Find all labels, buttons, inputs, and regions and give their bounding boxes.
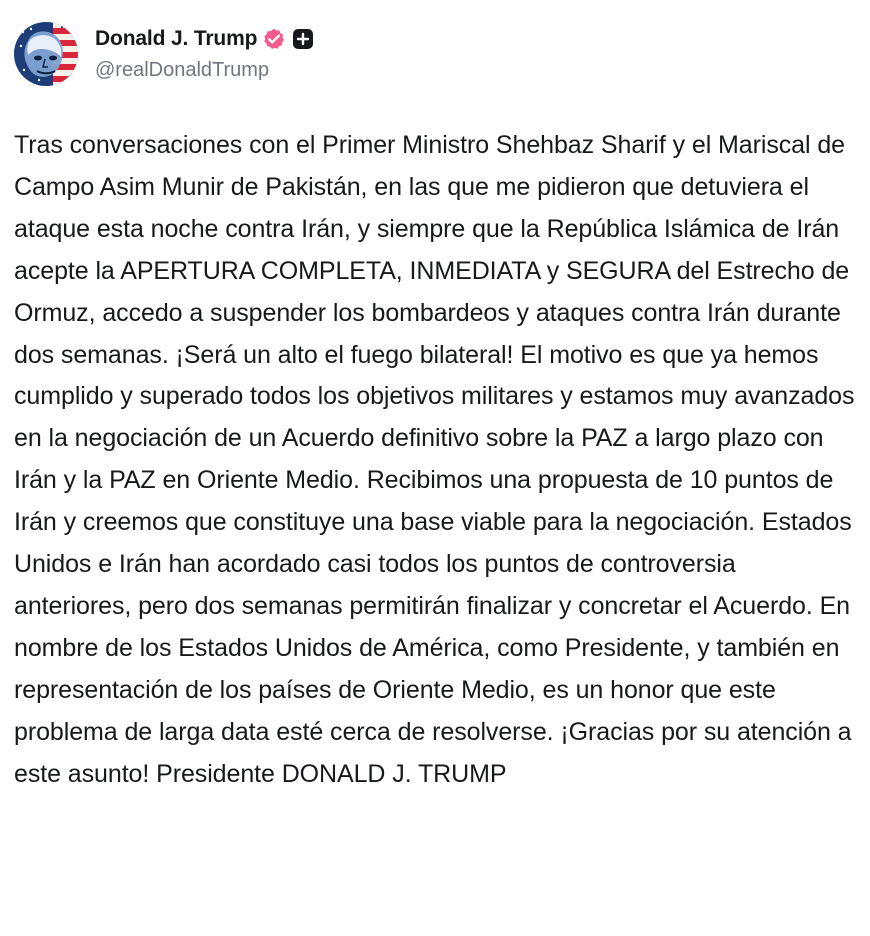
author-name-row	[95, 24, 315, 54]
author-display-name[interactable]: Donald J. Trump	[95, 27, 258, 50]
avatar[interactable]	[14, 22, 78, 86]
post-body-text: Tras conversaciones con el Primer Ministro Shehbaz Sharif y el Mariscal de Campo Asim Munir de Pakistán, en las que me pidieron que detuviera el ataque esta noche contra Irán, y siempre que la República Islámica de Irán acepte la APERTURA COMPLETA, INMEDIATA y SEGURA del Estrecho de Ormuz, accedo a suspender los bombardeos y ataques contra Irán durante dos semanas. ¡Será un alto el fuego bilateral! El motivo es que ya hemos cumplido y superado todos los objetivos militares y estamos muy avanzados en la negociación de un Acuerdo definitivo sobre la PAZ a largo plazo con Irán y la PAZ en Oriente Medio. Recibimos una propuesta de 10 puntos de Irán y creemos que constituye una base viable para la negociación. Estados Unidos e Irán han acordado casi todos los puntos de controversia anteriores, pero dos semanas permitirán finalizar y concretar el Acuerdo. En nombre de los Estados Unidos de América, como Presidente, y también en representación de los países de Oriente Medio, es un honor que este problema de larga data esté cerca de resolverse. ¡Gracias por su atención a este asunto! Presidente DONALD J. TRUMP	[14, 131, 855, 788]
plus-square-icon[interactable]	[291, 27, 315, 51]
author-handle[interactable]: @realDonaldTrump	[95, 59, 270, 81]
post-header	[14, 22, 856, 86]
author-identity	[95, 22, 315, 86]
verified-badge-icon	[262, 27, 286, 51]
